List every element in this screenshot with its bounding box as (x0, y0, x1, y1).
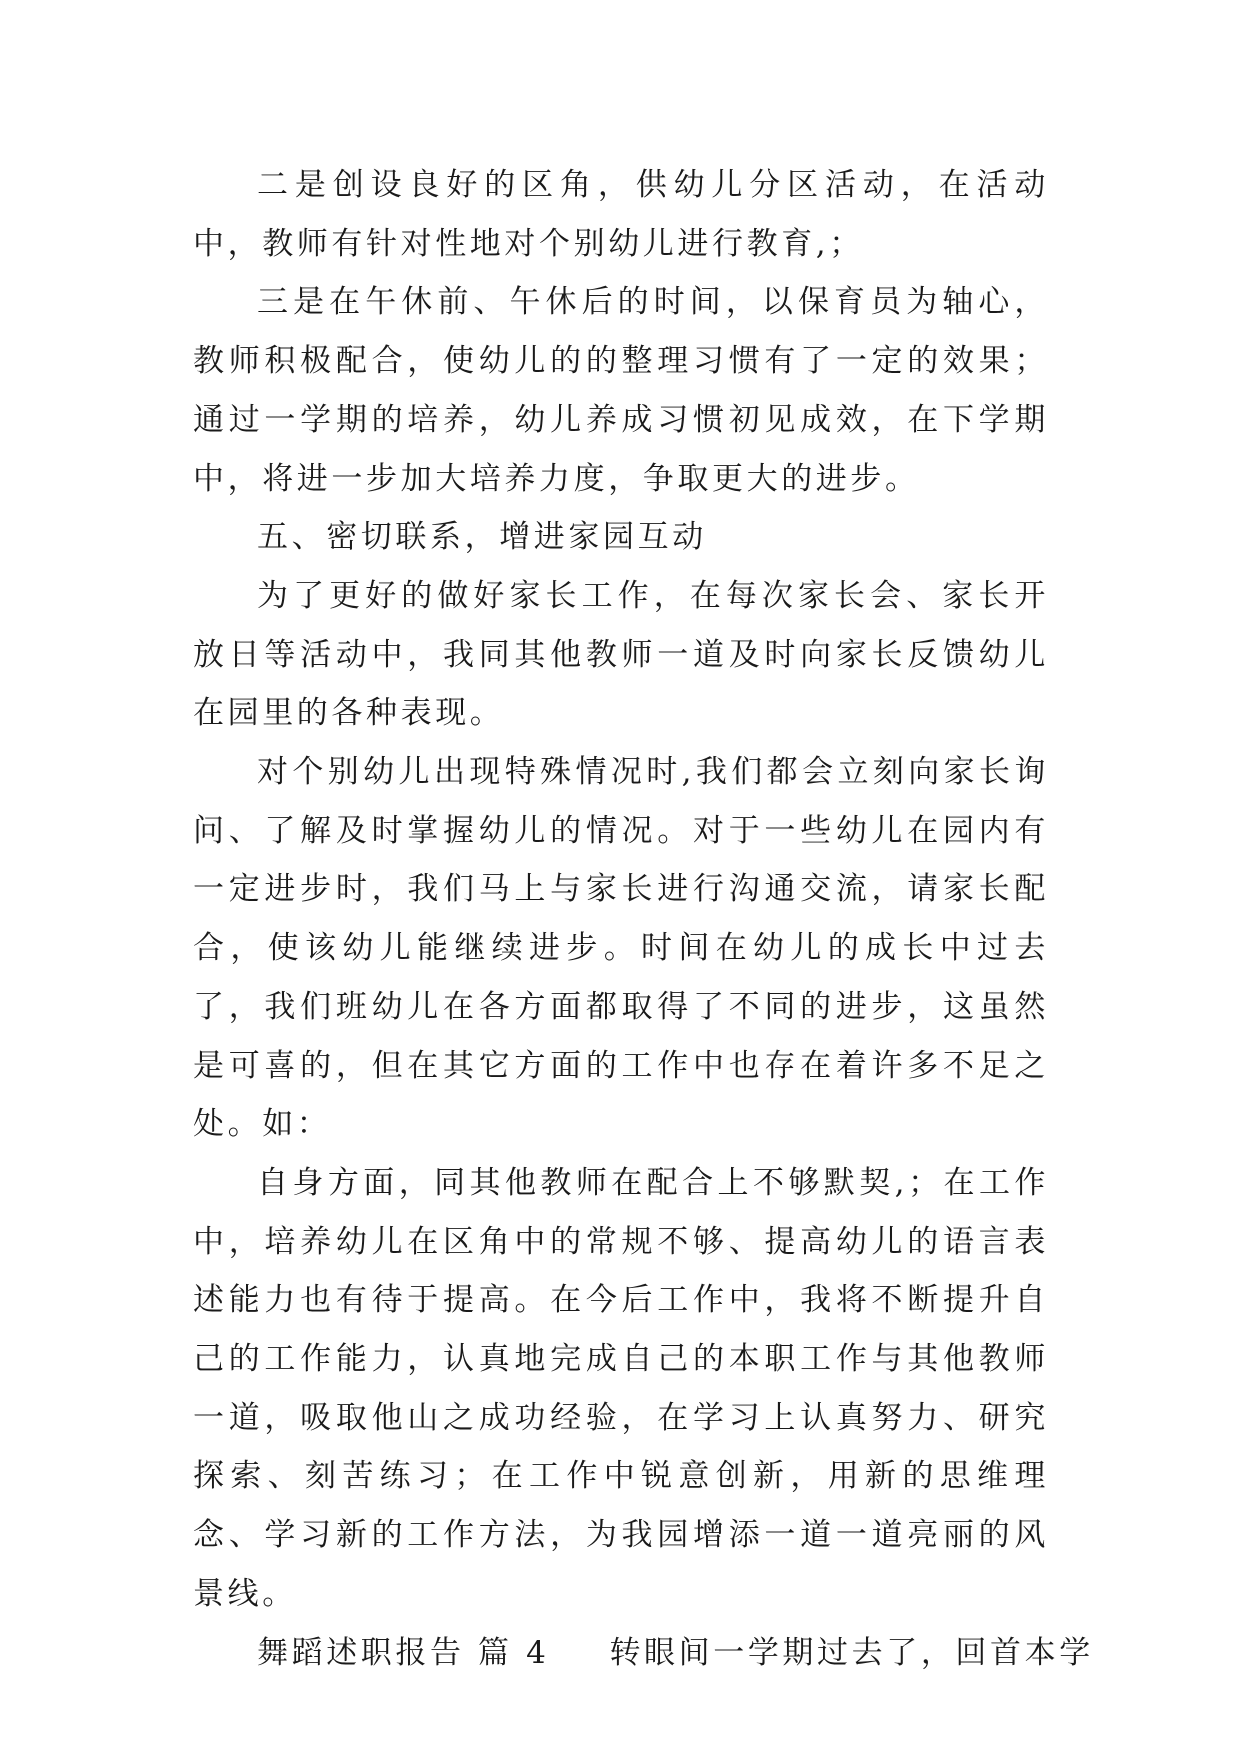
section-heading-family-school: 五、密切联系，增进家园互动 (257, 519, 707, 556)
paragraph: 为了更好的做好家长工作，在每次家长会、家长开放日等活动中，我同其他教师一道及时向家长反馈幼儿在园里的各种表现。 (193, 577, 1049, 732)
section-heading: 舞蹈述职报告 篇 4 (257, 1634, 550, 1671)
paragraph: 自身方面，同其他教师在配合上不够默契,；在工作中，培养幼儿在区角中的常规不够、提高幼儿的语言表述能力也有待于提高。在今后工作中，我将不断提升自己的工作能力，认真地完成自己的本职工作与其他教师一道，吸取他山之成功经验，在学习上认真努力、研究探索、刻苦练习；在工作中锐意创新，用新的思维理念、学习新的工作方法，为我园增添一道一道亮丽的风景线。 (193, 1164, 1049, 1612)
paragraph: 三是在午休前、午休后的时间，以保育员为轴心，教师积极配合，使幼儿的的整理习惯有了一定的效果；通过一学期的培养，幼儿养成习惯初见成效，在下学期中，将进一步加大培养力度，争取更大的进步。 (193, 284, 1049, 497)
paragraph: 对个别幼儿出现特殊情况时,我们都会立刻向家长询问、了解及时掌握幼儿的情况。对于一些幼儿在园内有一定进步时，我们马上与家长进行沟通交流，请家长配合，使该幼儿能继续进步。时间在幼儿的成长中过去了，我们班幼儿在各方面都取得了不同的进步，这虽然是可喜的，但在其它方面的工作中也存在着许多不足之处。如： (193, 754, 1049, 1143)
document-body (193, 156, 1094, 1682)
section-start-line (193, 1624, 1094, 1683)
paragraph: 二是创设良好的区角，供幼儿分区活动，在活动中，教师有针对性地对个别幼儿进行教育,； (193, 167, 1049, 262)
section-start-text: 转眼间一学期过去了，回首本学 (609, 1634, 1094, 1671)
